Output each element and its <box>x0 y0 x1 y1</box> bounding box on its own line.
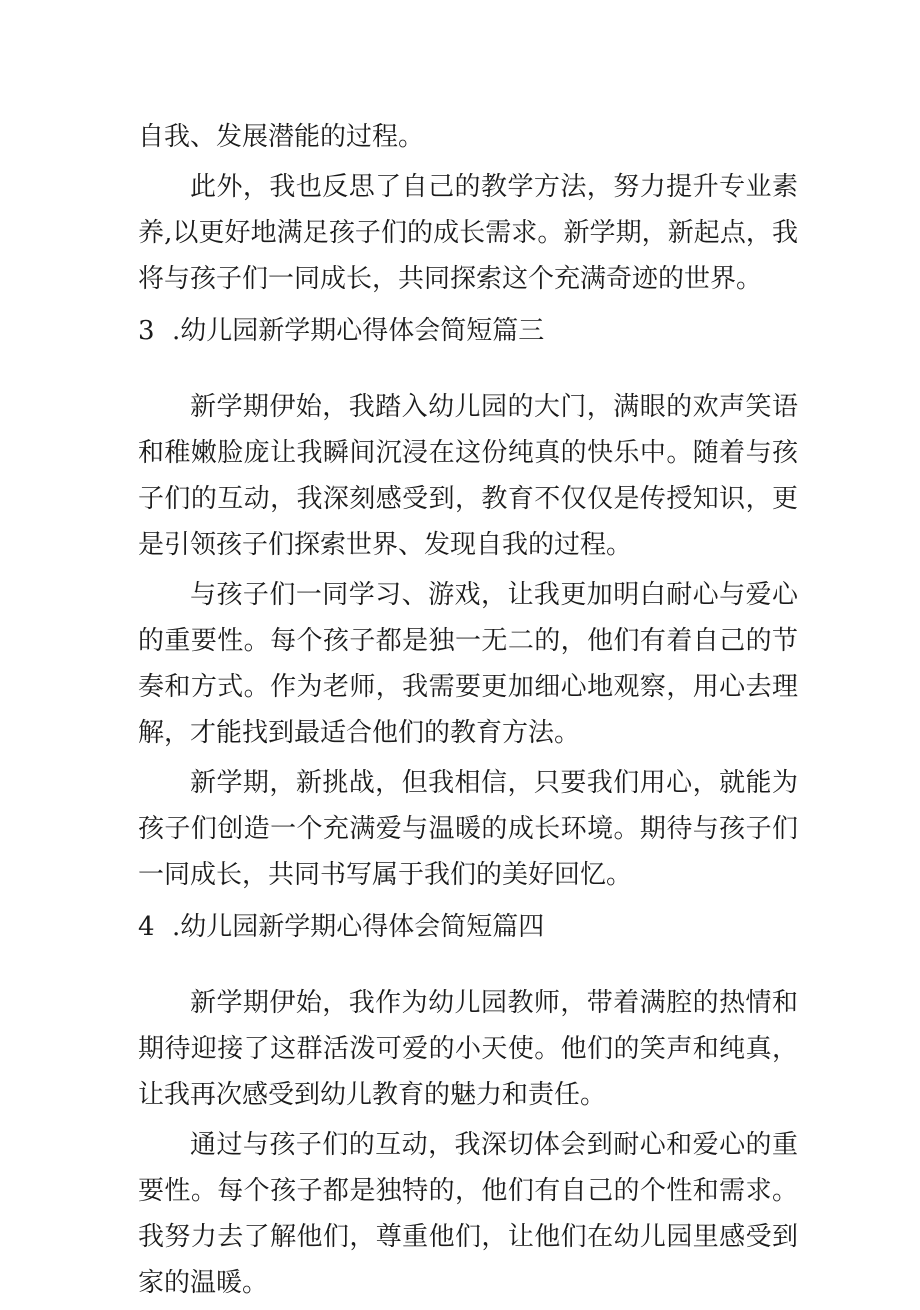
paragraph: 新学期伊始，我作为幼儿园教师，带着满腔的热情和期待迎接了这群活泼可爱的小天使。他们的笑声和纯真，让我再次感受到幼儿教育的魅力和责任。 <box>138 988 798 1110</box>
paragraph: 与孩子们一同学习、游戏，让我更加明白耐心与爱心的重要性。每个孩子都是独一无二的，他们有着自己的节奏和方式。作为老师，我需要更加细心地观察，用心去理解，才能找到最适合他们的教育方法。 <box>138 580 798 748</box>
paragraph-reflection: 此外，我也反思了自己的教学方法，努力提升专业素养,以更好地满足孩子们的成长需求。新学期，新起点，我将与孩子们一同成长，共同探索这个充满奇迹的世界。 <box>138 172 798 294</box>
section-heading-3 <box>138 308 798 354</box>
section-number: 4 <box>138 912 155 942</box>
paragraph: 新学期伊始，我踏入幼儿园的大门，满眼的欢声笑语和稚嫩脸庞让我瞬间沉浸在这份纯真的快乐中。随着与孩子们的互动，我深刻感受到，教育不仅仅是传授知识，更是引领孩子们探索世界、发现自我的过程。 <box>138 392 798 560</box>
document-body <box>138 114 798 1310</box>
section-heading-4 <box>138 904 798 950</box>
section-title: .幼儿园新学期心得体会简短篇三 <box>172 316 545 346</box>
paragraph: 新学期，新挑战，但我相信，只要我们用心，就能为孩子们创造一个充满爱与温暖的成长环境。期待与孩子们一同成长，共同书写属于我们的美好回忆。 <box>138 768 798 890</box>
section-number: 3 <box>138 316 155 346</box>
paragraph: 通过与孩子们的互动，我深切体会到耐心和爱心的重要性。每个孩子都是独特的，他们有自己的个性和需求。我努力去了解他们，尊重他们，让他们在幼儿园里感受到家的温暖。 <box>138 1130 798 1298</box>
section-title: .幼儿园新学期心得体会简短篇四 <box>172 912 545 942</box>
paragraph-continuation: 自我、发展潜能的过程。 <box>138 122 425 152</box>
